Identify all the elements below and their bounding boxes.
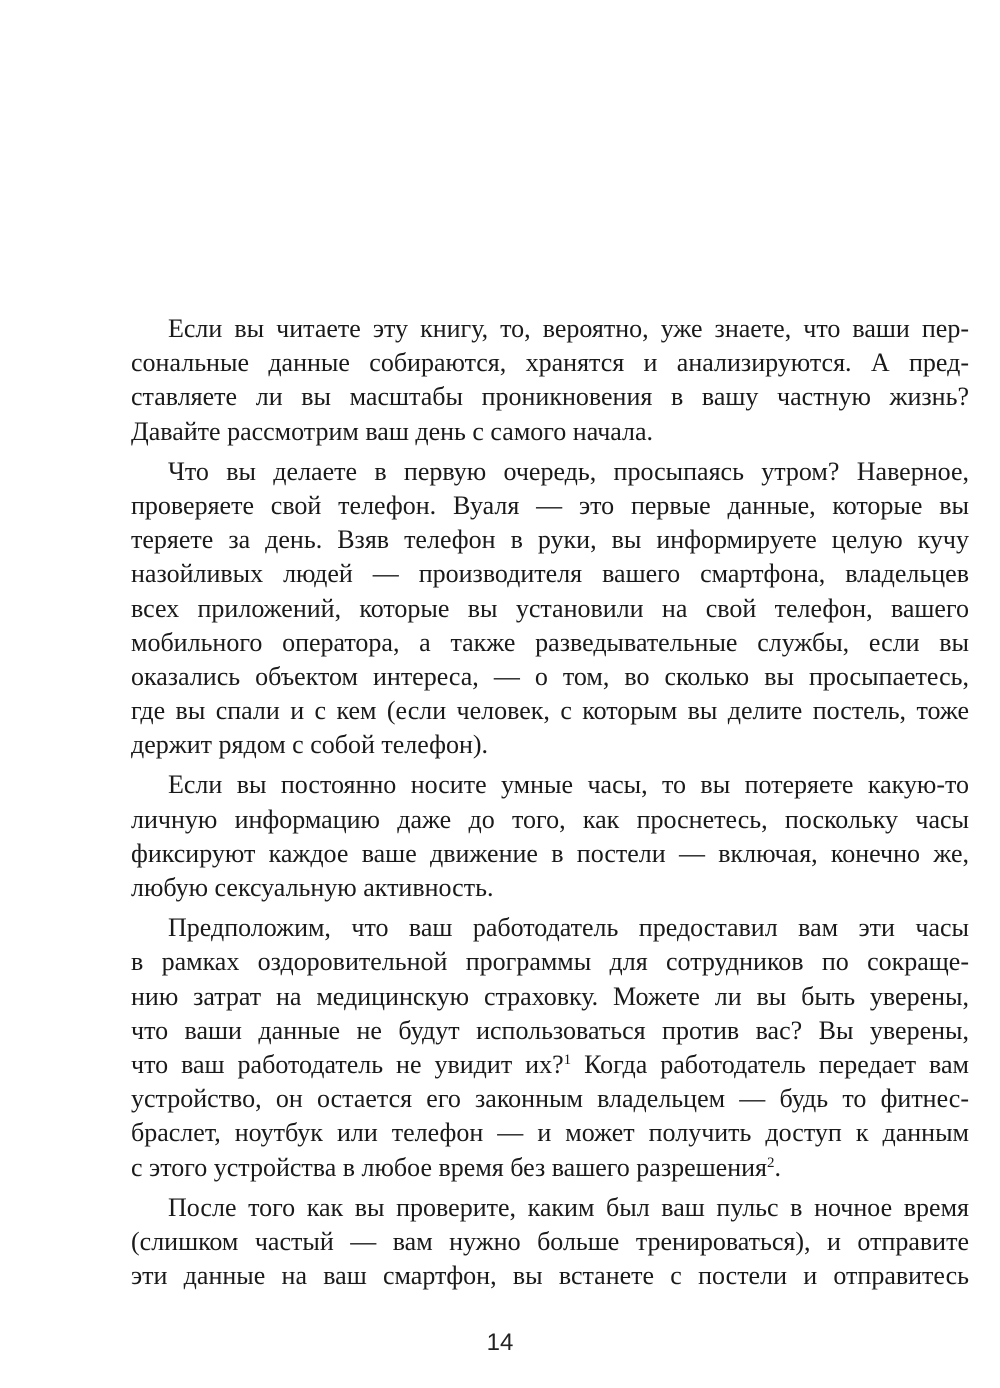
- text-segment: Когда работодатель передает вам: [571, 1049, 969, 1079]
- text-line: проверяете свой телефон. Вуаля — это первые данные, которые вы: [131, 490, 969, 520]
- text-line: Предположим, что ваш работодатель предоставил вам эти часы: [168, 913, 969, 943]
- text-line: После того как вы проверите, каким был ваш пульс в ночное время: [168, 1192, 969, 1222]
- text-line: Давайте рассмотрим ваш день с самого начала.: [131, 416, 654, 446]
- text-line: Если вы постоянно носите умные часы, то вы потеряете какую-то: [168, 770, 969, 800]
- text-line: нию затрат на медицинскую страховку. Можете ли вы быть уверены,: [131, 981, 969, 1011]
- text-line: устройство, он остается его законным владельцем — будь то фитнес-: [131, 1084, 969, 1114]
- text-line: в рамках оздоровительной программы для сотрудников по сокраще-: [131, 947, 969, 977]
- text-line: фиксируют каждое ваше движение в постели — включая, конечно же,: [131, 838, 969, 868]
- text-line: браслет, ноутбук или телефон — и может получить доступ к данным: [131, 1118, 969, 1148]
- text-line: ставляете ли вы масштабы проникновения в вашу частную жизнь?: [131, 382, 969, 412]
- text-line: теряете за день. Взяв телефон в руки, вы информируете целую кучу: [131, 525, 969, 555]
- body-text: [131, 312, 969, 1293]
- text-line: сональные данные собираются, хранятся и анализируются. А пред-: [131, 348, 969, 378]
- text-line: эти данные на ваш смартфон, вы встанете с постели и отправитесь: [131, 1261, 969, 1291]
- page-number: 14: [486, 1329, 514, 1356]
- text-line: оказались объектом интереса, — о том, во сколько вы просыпаетесь,: [131, 661, 969, 691]
- text-line: что ваши данные не будут использоваться против вас? Вы уверены,: [131, 1015, 969, 1045]
- text-line: Если вы читаете эту книгу, то, вероятно, уже знаете, что ваши пер-: [168, 314, 969, 343]
- text-line: держит рядом с собой телефон).: [131, 730, 489, 760]
- text-line: мобильного оператора, а также разведывательные службы, если вы: [131, 627, 969, 657]
- footnote-mark[interactable]: 1: [563, 1051, 572, 1068]
- text-line: Что вы делаете в первую очередь, просыпаясь утром? Наверное,: [168, 456, 969, 486]
- text-line-with-footnote: [131, 1151, 969, 1185]
- text-segment: .: [774, 1152, 781, 1182]
- text-line-with-footnote: [131, 1048, 969, 1082]
- text-line: назойливых людей — производителя вашего смартфона, владельцев: [131, 559, 969, 589]
- text-line: любую сексуальную активность.: [131, 873, 494, 902]
- text-line: (слишком частый — вам нужно больше тренироваться), и отправите: [131, 1226, 969, 1256]
- text-segment: что ваш работодатель не увидит их?: [131, 1049, 564, 1079]
- text-line: личную информацию даже до того, как проснетесь, поскольку часы: [131, 804, 969, 834]
- footnote-mark[interactable]: 2: [767, 1154, 775, 1171]
- text-line: всех приложений, которые вы установили на свой телефон, вашего: [131, 593, 969, 623]
- text-segment: с этого устройства в любое время без вашего разрешения: [131, 1152, 767, 1182]
- text-line: где вы спали и с кем (если человек, с которым вы делите постель, тоже: [131, 696, 969, 726]
